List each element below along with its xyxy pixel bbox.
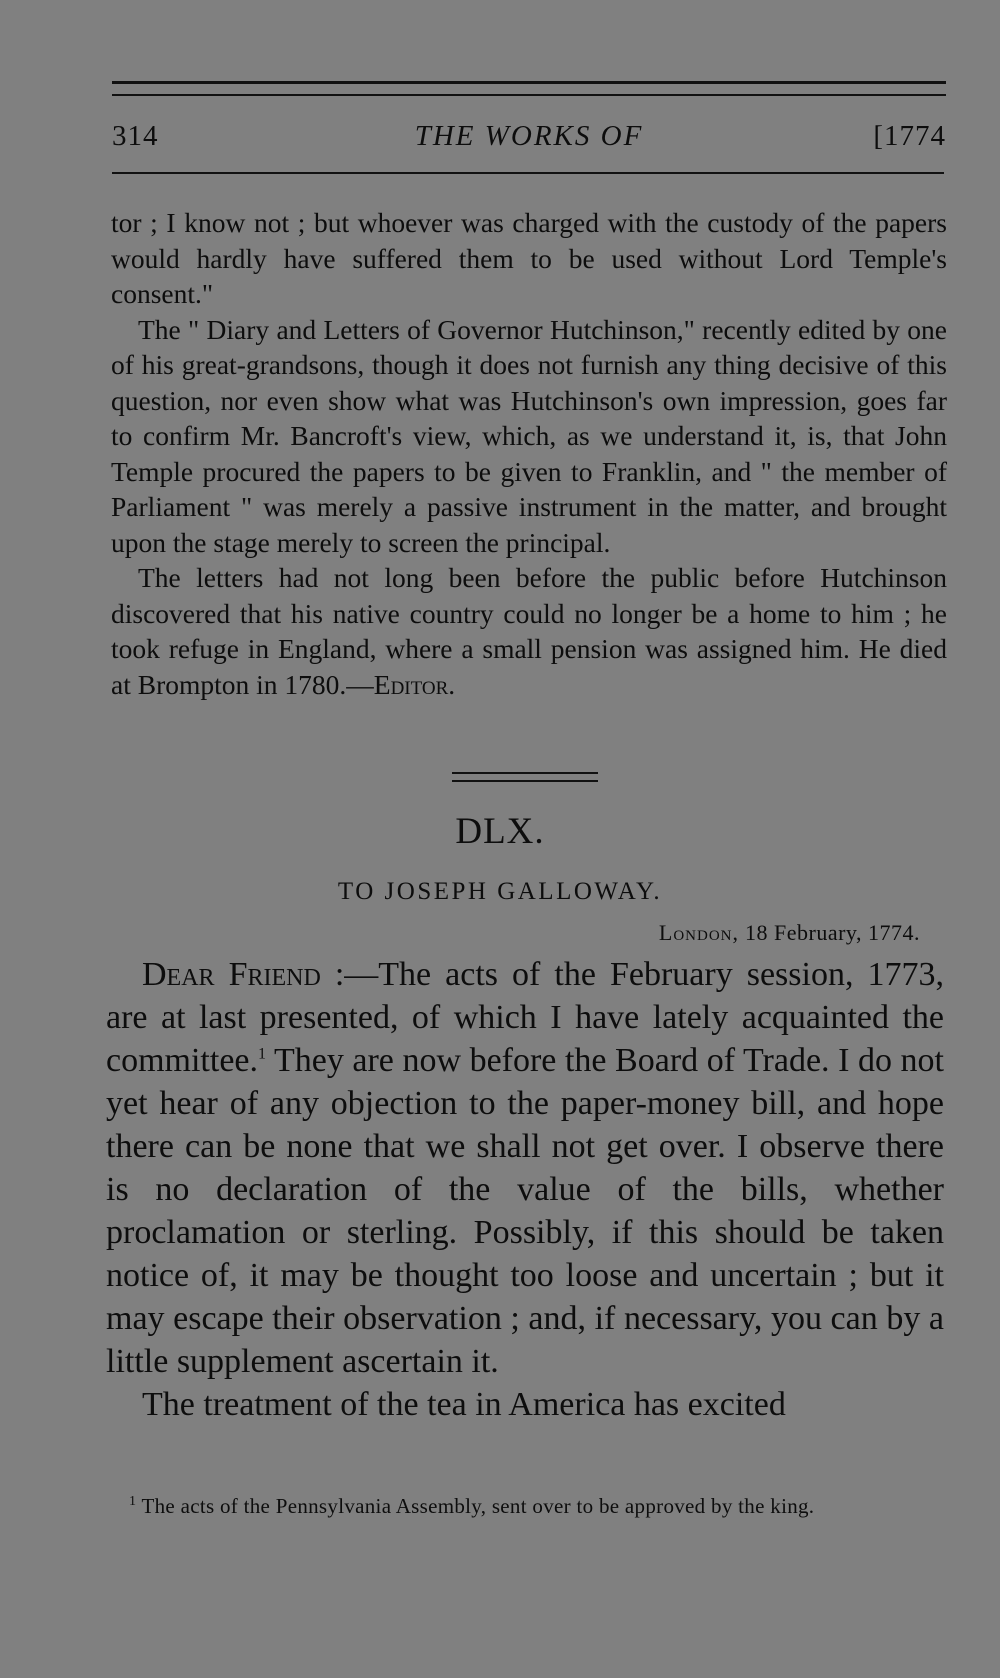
editor-note-paragraph: tor ; I know not ; but whoever was charged with the custody of the papers would hardly have suffered them to be used without Lord Temple's consent." (111, 207, 947, 309)
letter-text: :—The acts of the February session, 1773, are at last presented, of which I have lately acquainted the committee. (106, 956, 944, 1079)
running-title: THE WORKS OF (414, 120, 644, 152)
editor-note-text: The letters had not long been before the public before Hutchinson discovered that his native country could no longer be a home to him ; he took refuge in England, where a small pension was assigned him. He died at Brompton in 1780.— (111, 562, 947, 700)
letter-dateline (659, 917, 920, 949)
letter-number: DLX. (455, 811, 545, 852)
footnote-reference: 1 (258, 1045, 267, 1063)
header-bottom-rule (112, 172, 944, 174)
footnote-paragraph (109, 1492, 944, 1520)
letter-salutation: Dear Friend (142, 956, 321, 993)
running-year: [1774 (873, 120, 946, 152)
header-double-rule (112, 94, 946, 96)
editor-note-paragraph: The " Diary and Letters of Governor Hutchinson," recently edited by one of his great-grandsons, though it does not furnish any thing decisive of this question, nor even show what was Hutchinson's own impression, goes far to confirm Mr. Bancroft's view, which, as we understand it, is, that John Temple procured the papers to be given to Franklin, and " the member of Parliament " was merely a passive instrument in the matter, and brought upon the stage merely to screen the principal. (111, 313, 947, 558)
header-top-rule (112, 81, 946, 84)
letter-paragraph (106, 953, 944, 1383)
footnote (109, 1492, 944, 1520)
letter-text: They are now before the Board of Trade. I do not yet hear of any objection to the paper-money bill, and hope there can be none that we shall not get over. I observe there is no declaration of the value of the bills, whether proclamation or sterling. Possibly, if this should be taken notice of, it may be thought too loose and uncertain ; but it may escape their observation ; and, if necessary, you can by a little supplement ascertain it. (106, 1042, 944, 1380)
running-head (112, 116, 946, 156)
letter-body (106, 953, 944, 1426)
footnote-text: The acts of the Pennsylvania Assembly, sent over to be approved by the king. (136, 1494, 815, 1518)
editor-note-paragraph (111, 560, 947, 702)
section-divider-top (452, 772, 598, 774)
letter-paragraph: The treatment of the tea in America has excited (142, 1386, 786, 1423)
footnote-mark: 1 (129, 1494, 137, 1509)
page-number: 314 (112, 120, 159, 152)
editor-signature: Editor. (373, 668, 456, 700)
editor-note (111, 205, 947, 702)
section-divider-bottom (452, 780, 598, 782)
dateline-place: London, (658, 920, 739, 945)
letter-addressee: TO JOSEPH GALLOWAY. (337, 878, 663, 905)
dateline-date: 18 February, 1774. (745, 920, 920, 945)
